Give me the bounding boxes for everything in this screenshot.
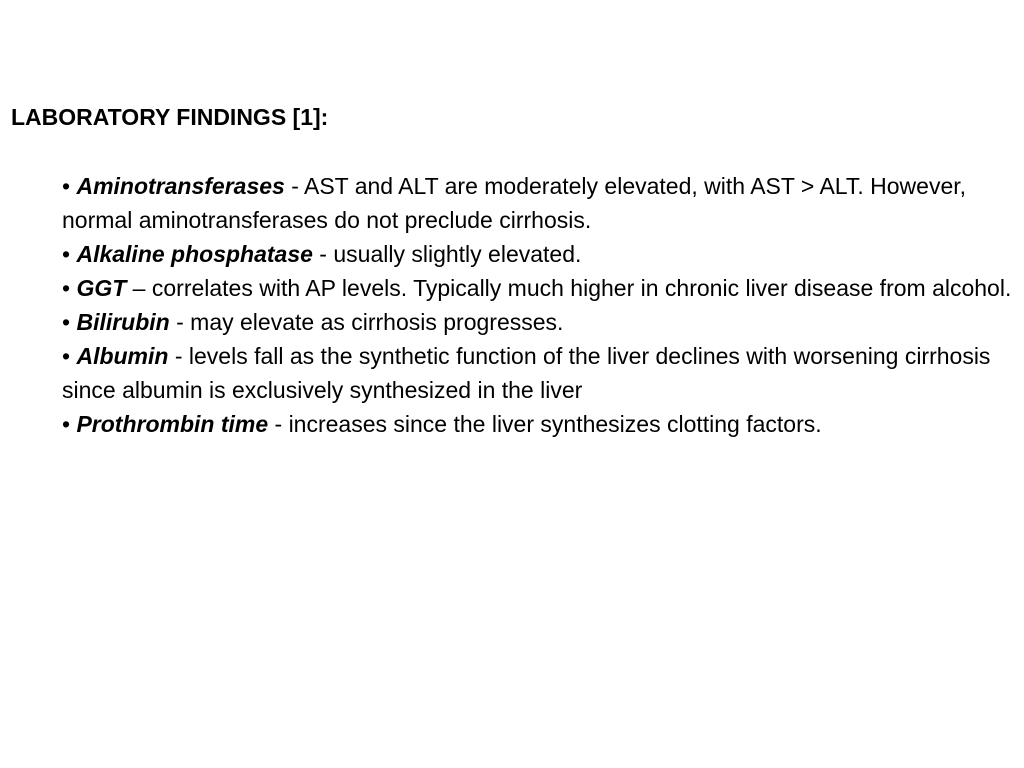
finding-term: Prothrombin time	[76, 411, 269, 437]
finding-text: - may elevate as cirrhosis progresses.	[169, 309, 564, 335]
finding-prothrombin-time	[62, 407, 1012, 441]
finding-ggt	[62, 271, 1012, 305]
finding-aminotransferases	[62, 169, 1012, 237]
bullet: •	[62, 241, 71, 267]
slide-heading: LABORATORY FINDINGS [1]:	[11, 104, 329, 130]
finding-text: - usually slightly elevated.	[312, 241, 582, 267]
bullet: •	[62, 173, 71, 199]
finding-text: - AST and ALT are moderately elevated, with AST > ALT. However, normal aminotransferases do not preclude cirrhosis.	[62, 173, 967, 233]
finding-term: Alkaline phosphatase	[76, 241, 313, 267]
finding-alkaline-phosphatase	[62, 237, 1012, 271]
finding-term: GGT	[76, 275, 127, 301]
finding-text: - levels fall as the synthetic function of the liver declines with worsening cirrhosis since albumin is exclusively synthesized in the liver	[62, 343, 991, 403]
bullet: •	[62, 309, 71, 335]
bullet: •	[62, 411, 71, 437]
bullet: •	[62, 343, 71, 369]
finding-text: - increases since the liver synthesizes clotting factors.	[268, 411, 822, 437]
findings-list	[62, 169, 1012, 441]
finding-bilirubin	[62, 305, 1012, 339]
finding-term: Bilirubin	[76, 309, 170, 335]
finding-term: Aminotransferases	[76, 173, 285, 199]
finding-albumin	[62, 339, 1012, 407]
bullet: •	[62, 275, 71, 301]
finding-text: – correlates with AP levels. Typically much higher in chronic liver disease from alcohol.	[126, 275, 1012, 301]
finding-term: Albumin	[76, 343, 169, 369]
